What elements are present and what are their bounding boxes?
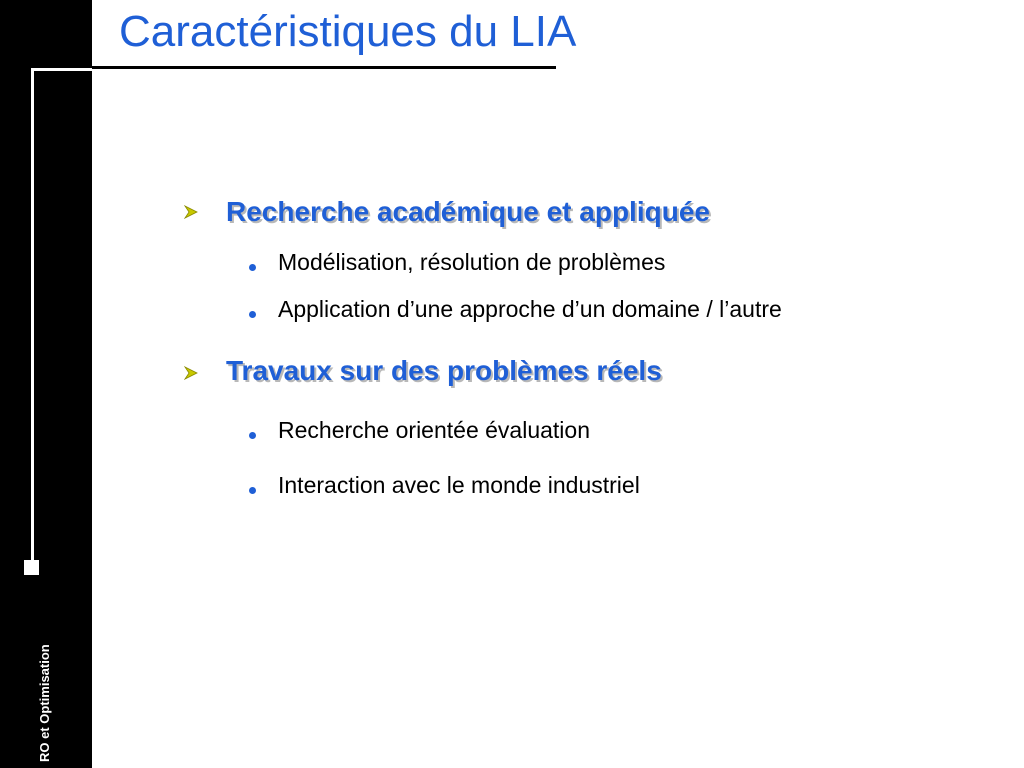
dot-bullet-icon [249, 311, 256, 318]
slide-title: Caractéristiques du LIA [119, 7, 577, 56]
sidebar-top-line [31, 68, 92, 71]
square-marker [24, 560, 39, 575]
sidebar-vertical-line [31, 70, 34, 563]
list-item: Recherche orientée évaluation [278, 417, 590, 443]
list-item: Application d’une approche d’un domaine / l’autre [278, 296, 782, 322]
chevron-right-icon [184, 366, 198, 380]
sidebar-label: RO et Optimisation [37, 644, 52, 762]
section-heading: Travaux sur des problèmes réels [226, 355, 662, 386]
list-item: Interaction avec le monde industriel [278, 472, 640, 498]
sidebar-band [0, 0, 92, 768]
dot-bullet-icon [249, 432, 256, 439]
title-underline [92, 66, 556, 69]
chevron-right-icon [184, 205, 198, 219]
dot-bullet-icon [249, 487, 256, 494]
dot-bullet-icon [249, 264, 256, 271]
list-item: Modélisation, résolution de problèmes [278, 249, 666, 275]
section-heading: Recherche académique et appliquée [226, 196, 710, 227]
